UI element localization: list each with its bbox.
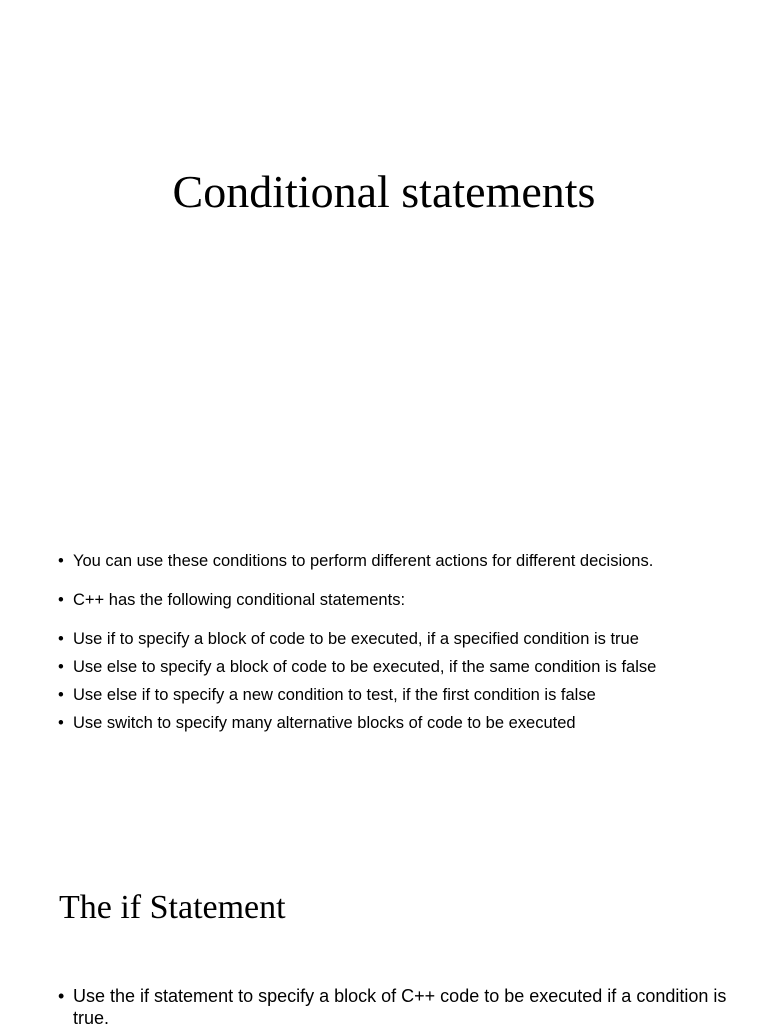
list-item: • Use the if statement to specify a block of C++ code to be executed if a condition is true. [58,985,738,1029]
list-item: • Use switch to specify many alternative blocks of code to be executed [58,713,738,734]
list-item: • Use if to specify a block of code to be executed, if a specified condition is true [58,629,738,650]
list-item: • You can use these conditions to perform different actions for different decisions. [58,551,738,572]
slide-title: Conditional statements [172,166,596,217]
section-title: The if Statement [59,889,286,926]
section-bullet-list [58,985,738,1029]
content-bullet-list [58,551,738,741]
list-item: • Use else if to specify a new condition to test, if the first condition is false [58,685,738,706]
list-item: • C++ has the following conditional statements: [58,590,738,611]
list-item: • Use else to specify a block of code to be executed, if the same condition is false [58,657,738,678]
